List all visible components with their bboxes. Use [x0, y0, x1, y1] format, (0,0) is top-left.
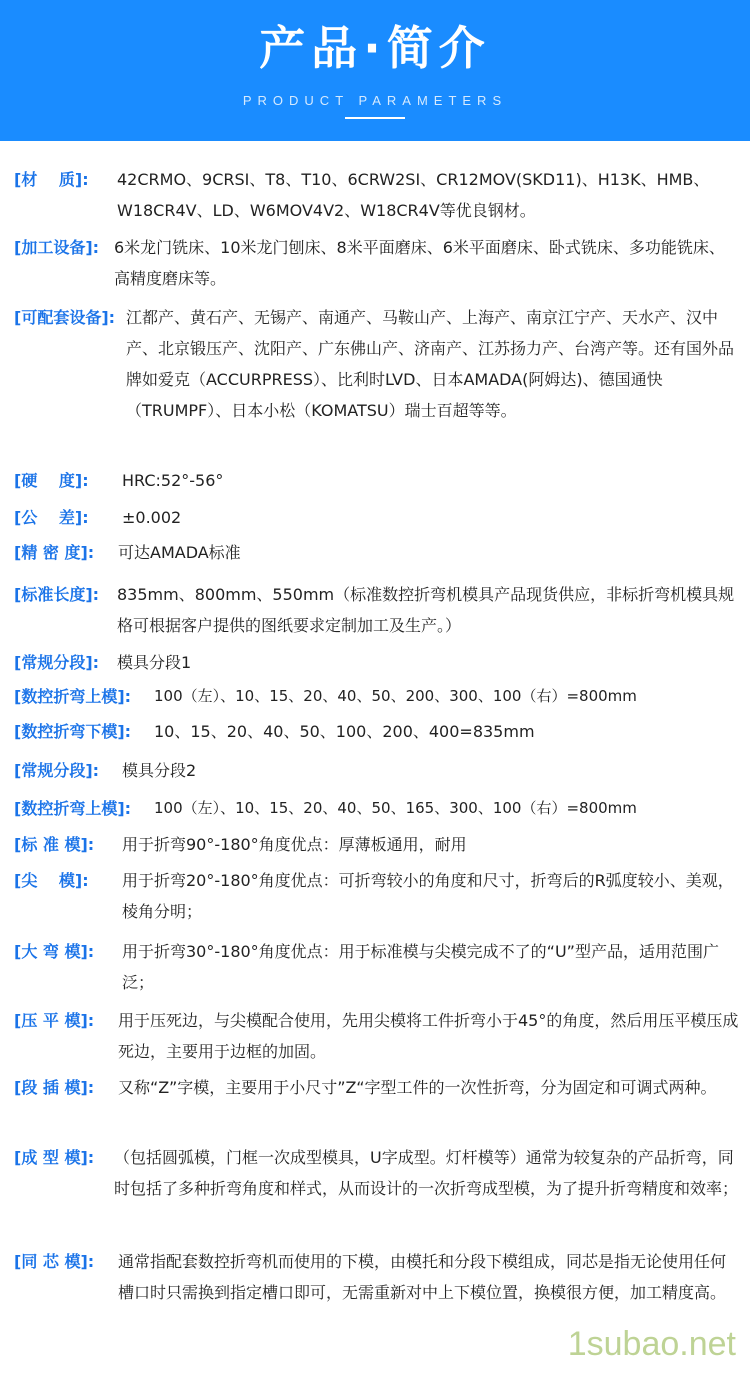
spec-row-equipment: [14, 232, 740, 296]
spec-value: HRC:52°-56°: [122, 471, 224, 490]
spec-row-large-bend-die: [14, 936, 740, 1000]
spec-label: [同 芯 模]:: [14, 1252, 95, 1271]
spec-row-standard-die: [14, 829, 740, 860]
spec-label: [材 质]:: [14, 170, 89, 189]
spec-value: 模具分段1: [117, 653, 192, 672]
spec-label: [常规分段]:: [14, 761, 100, 780]
spec-value: 10、15、20、40、50、100、200、400=835mm: [154, 722, 535, 741]
spec-label: [尖 模]:: [14, 871, 89, 890]
spec-row-forming-die: [14, 1142, 740, 1237]
spec-value: 100（左）、10、15、20、40、50、165、300、100（右）=800mm: [154, 799, 637, 817]
spec-label: [硬 度]:: [14, 471, 89, 490]
spec-value: 用于折弯20°-180°角度优点：可折弯较小的角度和尺寸，折弯后的R弧度较小、美观，棱角分明；: [122, 871, 734, 921]
spec-row-hardness: [14, 465, 740, 496]
spec-label: [大 弯 模]:: [14, 942, 95, 961]
spec-value: 用于折弯90°-180°角度优点：厚薄板通用，耐用: [122, 835, 467, 854]
spec-value: 通常指配套数控折弯机而使用的下模，由模托和分段下模组成，同芯是指无论使用任何槽口时只需换到指定槽口即可，无需重新对中上下模位置，换模很方便，加工精度高。: [118, 1252, 727, 1302]
spec-label: [标 准 模]:: [14, 835, 95, 854]
spec-value: ±0.002: [122, 508, 182, 527]
spec-row-flattening-die: [14, 1005, 740, 1069]
page-title: 产品·简介: [259, 21, 491, 75]
spec-row-length: [14, 579, 740, 643]
spec-value: 6米龙门铣床、10米龙门刨床、8米平面磨床、6米平面磨床、卧式铣床、多功能铣床、高精度磨床等。: [114, 238, 725, 288]
spec-label: [标准长度]:: [14, 585, 100, 604]
spec-value: 用于压死边，与尖模配合使用，先用尖模将工件折弯小于45°的角度，然后用压平模压成死边，主要用于边框的加固。: [118, 1011, 739, 1061]
spec-label: [加工设备]:: [14, 238, 100, 257]
spec-row-upper-die-2: [14, 793, 740, 824]
spec-label: [公 差]:: [14, 508, 89, 527]
spec-label: [精 密 度]:: [14, 543, 95, 562]
spec-label: [常规分段]:: [14, 653, 100, 672]
watermark-text: 1subao.net: [567, 1325, 736, 1363]
spec-value: 42CRMO、9CRSI、T8、T10、6CRW2SI、CR12MOV(SKD11)、H13K、HMB、W18CR4V、LD、W6MOV4V2、W18CR4V等优良钢材。: [117, 170, 710, 220]
spec-label: [可配套设备]:: [14, 308, 116, 327]
spec-row-material: [14, 164, 740, 228]
spec-value: （包括圆弧模，门框一次成型模具，U字成型。灯杆模等）通常为较复杂的产品折弯，同时包括了多种折弯角度和样式，从而设计的一次折弯成型模，为了提升折弯精度和效率；: [114, 1148, 739, 1198]
spec-label: [压 平 模]:: [14, 1011, 95, 1030]
page-subtitle: PRODUCT PARAMETERS: [242, 93, 508, 108]
spec-value: 可达AMADA标准: [118, 543, 241, 562]
spec-row-segment-2: [14, 755, 740, 786]
spec-row-pointed-die: [14, 865, 740, 929]
spec-value: 江都产、黄石产、无锡产、南通产、马鞍山产、上海产、南京江宁产、天水产、汉中产、北京锻压产、沈阳产、广东佛山产、济南产、江苏扬力产、台湾产等。还有国外品牌如爱克（ACCURPRESS）、比利时LVD、日本AMADA(阿姆达)、德国通快（TRUMPF）、日本小松（KOMATSU）瑞士百超等等。: [126, 308, 735, 420]
spec-label: [数控折弯上模]:: [14, 799, 132, 818]
spec-row-tolerance: [14, 502, 740, 533]
spec-label: [成 型 模]:: [14, 1148, 95, 1167]
spec-row-offset-die: [14, 1072, 740, 1136]
spec-row-lower-die: [14, 716, 740, 747]
spec-value: 835mm、800mm、550mm（标准数控折弯机模具产品现货供应，非标折弯机模具规格可根据客户提供的图纸要求定制加工及生产。）: [117, 585, 735, 635]
spec-value: 100（左）、10、15、20、40、50、200、300、100（右）=800mm: [154, 687, 637, 705]
spec-value: 用于折弯30°-180°角度优点：用于标准模与尖模完成不了的“U”型产品，适用范围广泛；: [122, 942, 719, 992]
spec-row-upper-die-1: [14, 681, 740, 712]
spec-value: 又称“Z”字模，主要用于小尺寸”Z“字型工件的一次性折弯，分为固定和可调式两种。: [118, 1078, 717, 1097]
spec-label: [数控折弯上模]:: [14, 687, 132, 706]
spec-row-precision: [14, 537, 740, 568]
spec-value: 模具分段2: [122, 761, 197, 780]
spec-row-compatible: [14, 302, 740, 460]
spec-label: [段 插 模]:: [14, 1078, 95, 1097]
spec-row-segment-1: [14, 647, 740, 678]
spec-label: [数控折弯下模]:: [14, 722, 132, 741]
